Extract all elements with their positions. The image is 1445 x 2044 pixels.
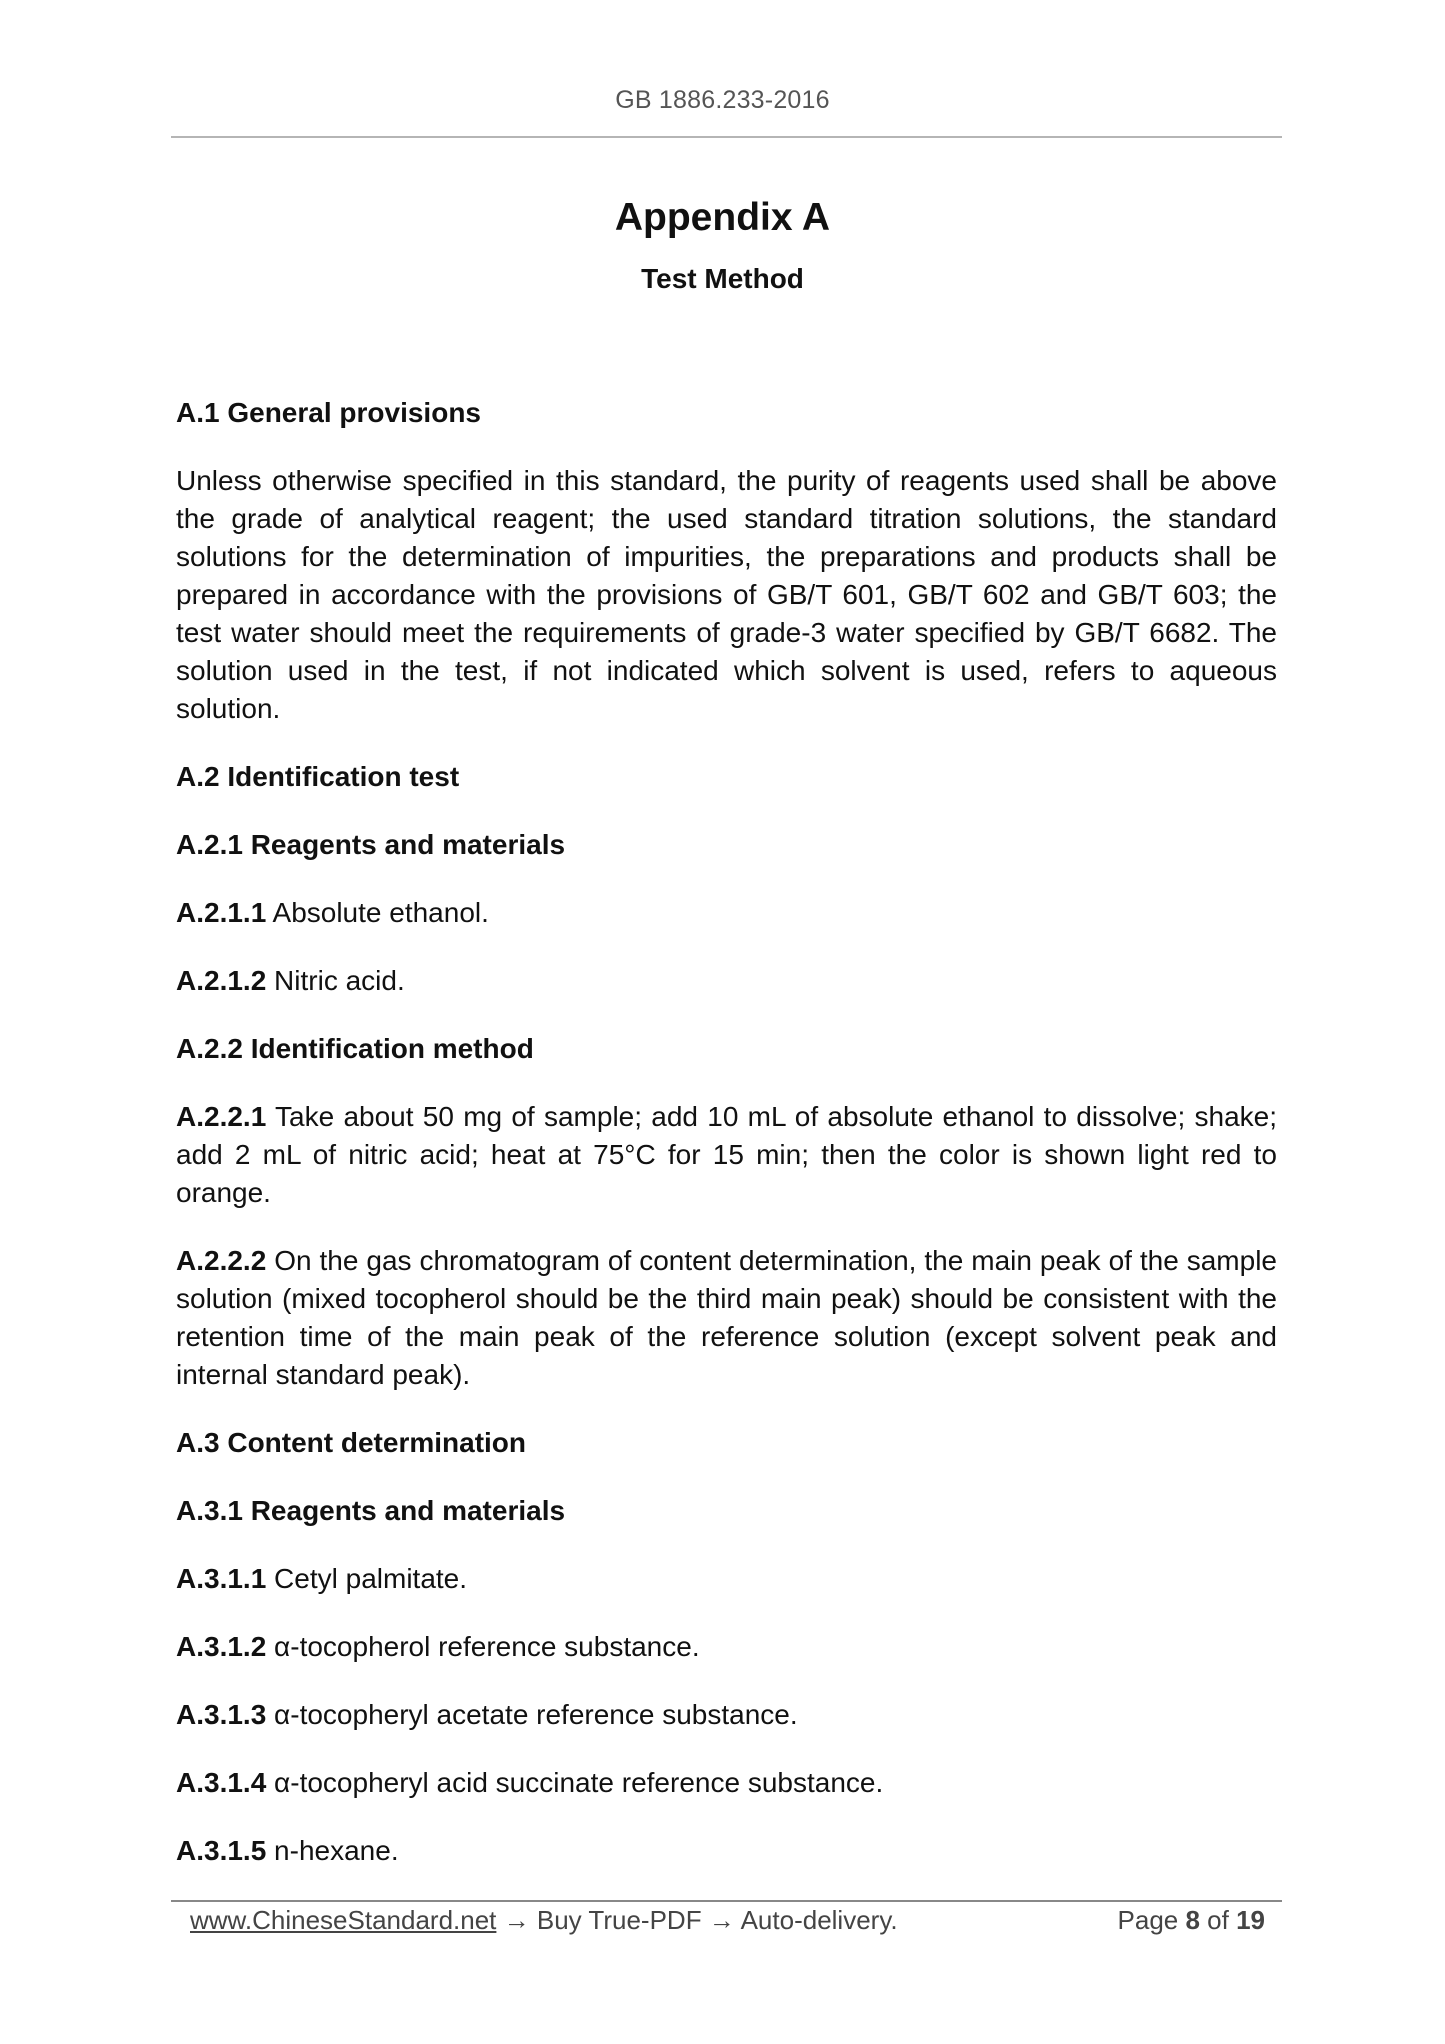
clause-text: α-tocopheryl acetate reference substance. <box>266 1699 798 1730</box>
footer-promo <box>190 1905 898 1936</box>
document-id-header: GB 1886.233-2016 <box>615 86 830 114</box>
clause-number: A.2.2.1 <box>176 1101 267 1132</box>
total-pages: 19 <box>1236 1905 1265 1935</box>
clause-text: α-tocopheryl acid succinate reference substance. <box>266 1767 884 1798</box>
clause-text: α-tocopherol reference substance. <box>266 1631 700 1662</box>
clause-text: Nitric acid. <box>266 965 405 996</box>
page-footer <box>190 1905 1265 1936</box>
clause-text: On the gas chromatogram of content determination, the main peak of the sample solution (mixed tocopherol should be the third main peak) should be consistent with the retention time of the main peak of the reference solution (except solvent peak and internal standard peak). <box>176 1245 1277 1390</box>
appendix-title: Appendix A <box>614 196 831 239</box>
section-heading-a2: A.2 Identification test <box>176 761 460 792</box>
clause-number: A.2.2.2 <box>176 1245 267 1276</box>
document-body <box>176 394 1277 1900</box>
arrow-right-icon: → <box>708 1905 735 1935</box>
clause-number: A.3.1.1 <box>176 1563 267 1594</box>
clause-text: n-hexane. <box>266 1835 399 1866</box>
clause-number: A.3.1.5 <box>176 1835 267 1866</box>
clause-a313 <box>176 1696 1277 1734</box>
section-heading-a31: A.3.1 Reagents and materials <box>176 1495 566 1526</box>
clause-number: A.3.1.2 <box>176 1631 267 1662</box>
clause-a212 <box>176 962 1277 1000</box>
buy-text: Buy True-PDF <box>529 1905 709 1935</box>
header-divider <box>171 136 1282 138</box>
appendix-subtitle: Test Method <box>641 263 804 294</box>
clause-a211 <box>176 894 1277 932</box>
clause-a314 <box>176 1764 1277 1802</box>
section-heading-a21: A.2.1 Reagents and materials <box>176 829 566 860</box>
clause-a315 <box>176 1832 1277 1870</box>
clause-number: A.2.1.2 <box>176 965 267 996</box>
clause-number: A.3.1.4 <box>176 1767 267 1798</box>
clause-a222 <box>176 1242 1277 1394</box>
delivery-text: Auto-delivery. <box>734 1905 898 1935</box>
clause-number: A.3.1.3 <box>176 1699 267 1730</box>
section-heading-a1: A.1 General provisions <box>176 397 481 428</box>
clause-text: Take about 50 mg of sample; add 10 mL of absolute ethanol to dissolve; shake; add 2 mL of nitric acid; heat at 75°C for 15 min; then the color is shown light red to orange. <box>176 1101 1277 1208</box>
clause-text: Cetyl palmitate. <box>266 1563 468 1594</box>
clause-number: A.2.1.1 <box>176 897 267 928</box>
footer-divider <box>171 1900 1282 1902</box>
clause-a311 <box>176 1560 1277 1598</box>
of-label: of <box>1199 1905 1237 1935</box>
arrow-right-icon: → <box>503 1905 530 1935</box>
clause-text: Absolute ethanol. <box>266 897 489 928</box>
section-a1-text: Unless otherwise specified in this standard, the purity of reagents used shall be above the grade of analytical reagent; the used standard titration solutions, the standard solutions for the determination of impurities, the preparations and products shall be prepared in accordance with the provisions of GB/T 601, GB/T 602 and GB/T 603; the test water should meet the requirements of grade-3 water specified by GB/T 6682. The solution used in the test, if not indicated which solvent is used, refers to aqueous solution. <box>176 465 1277 724</box>
website-link[interactable]: www.ChineseStandard.net <box>190 1905 497 1935</box>
section-heading-a3: A.3 Content determination <box>176 1427 527 1458</box>
clause-a312 <box>176 1628 1277 1666</box>
page-label: Page <box>1117 1905 1186 1935</box>
section-heading-a22: A.2.2 Identification method <box>176 1033 534 1064</box>
clause-a221 <box>176 1098 1277 1212</box>
page-indicator <box>1118 1905 1265 1936</box>
current-page: 8 <box>1185 1905 1200 1935</box>
